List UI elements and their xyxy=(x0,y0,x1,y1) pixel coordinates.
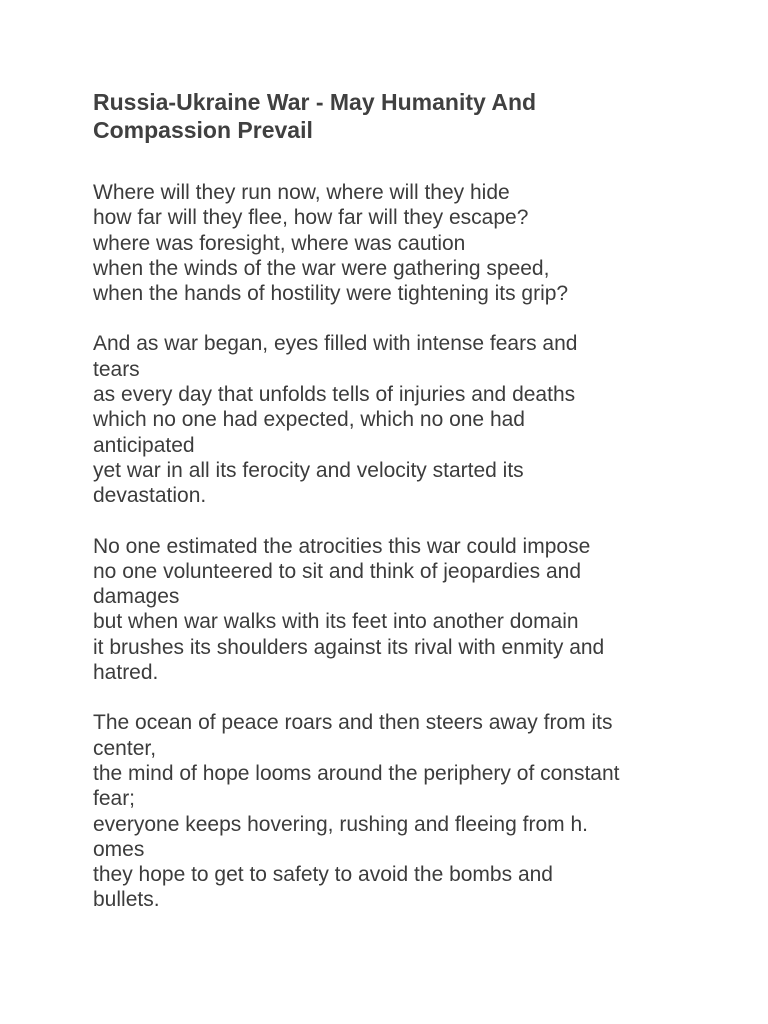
title-line: Compassion Prevail xyxy=(93,117,313,143)
poem-line: omes xyxy=(93,837,145,861)
poem-line: they hope to get to safety to avoid the bombs and xyxy=(93,863,553,887)
document-page xyxy=(93,88,693,938)
title-line: Russia-Ukraine War - May Humanity And xyxy=(93,89,537,115)
poem-line: And as war began, eyes filled with intense fears and xyxy=(93,332,578,356)
poem-line: where was foresight, where was caution xyxy=(93,231,466,255)
poem-line: fear; xyxy=(93,787,136,811)
poem-line: yet war in all its ferocity and velocity started its xyxy=(93,458,524,482)
poem-line: Where will they run now, where will they hide xyxy=(93,181,510,204)
poem-line: damages xyxy=(93,585,180,609)
stanza-1 xyxy=(93,180,693,306)
poem-line: everyone keeps hovering, rushing and fleeing from h. xyxy=(93,812,588,836)
poem-line: devastation. xyxy=(93,484,207,508)
poem-line: tears xyxy=(93,357,140,381)
poem-line: when the hands of hostility were tightening its grip? xyxy=(93,282,569,306)
poem-line: no one volunteered to sit and think of jeopardies and xyxy=(93,559,582,583)
poem-title xyxy=(93,88,693,144)
poem-line: it brushes its shoulders against its rival with enmity and xyxy=(93,635,605,659)
poem-body xyxy=(93,180,693,913)
poem-line: but when war walks with its feet into another domain xyxy=(93,610,579,634)
poem-line: hatred. xyxy=(93,661,159,685)
poem-line: bullets. xyxy=(93,888,160,912)
stanza-2 xyxy=(93,331,693,508)
poem-line: how far will they flee, how far will they escape? xyxy=(93,206,529,230)
poem-line: The ocean of peace roars and then steers away from its xyxy=(93,711,613,735)
poem-line: center, xyxy=(93,736,157,760)
poem-line: as every day that unfolds tells of injuries and deaths xyxy=(93,383,576,407)
poem-line: which no one had expected, which no one had xyxy=(93,408,525,432)
stanza-3 xyxy=(93,534,693,686)
poem-line: when the winds of the war were gathering speed, xyxy=(93,256,550,280)
poem-line: the mind of hope looms around the periphery of constant xyxy=(93,761,620,785)
poem-line: No one estimated the atrocities this war could impose xyxy=(93,534,591,558)
poem-line: anticipated xyxy=(93,433,195,457)
stanza-4 xyxy=(93,710,693,912)
